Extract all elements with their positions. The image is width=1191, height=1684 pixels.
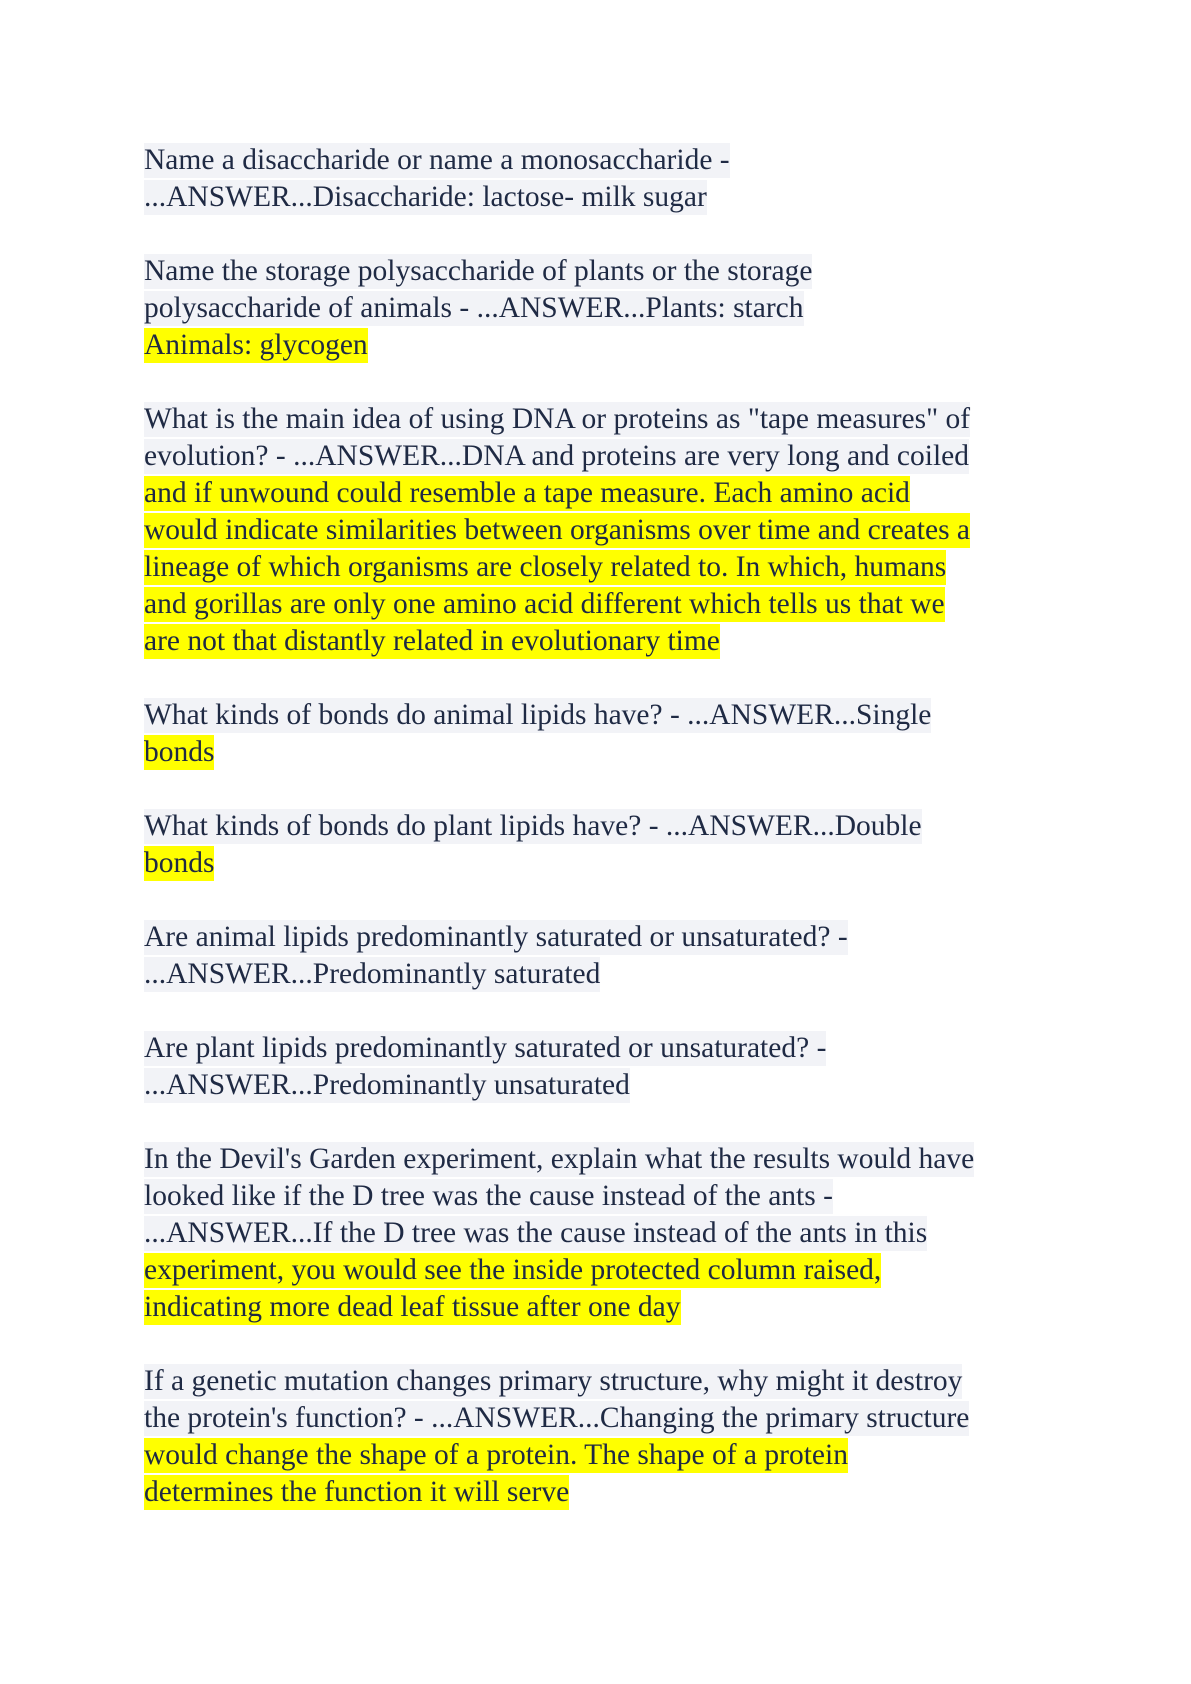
- line-text: ...ANSWER...Disaccharide: lactose- milk sugar: [144, 181, 707, 213]
- highlighted-text: indicating more dead leaf tissue after one day: [144, 1291, 681, 1323]
- text-line: [144, 845, 1064, 882]
- text-line: [144, 512, 1064, 549]
- line-text: ...ANSWER...If the D tree was the cause instead of the ants in this: [144, 1217, 928, 1249]
- highlighted-text: Animals: glycogen: [144, 329, 368, 361]
- line-text: What kinds of bonds do plant lipids have? - ...ANSWER...Double: [144, 810, 922, 842]
- text-line: [144, 1400, 1064, 1437]
- text-line: [144, 1030, 1064, 1067]
- line-text: If a genetic mutation changes primary structure, why might it destroy: [144, 1365, 963, 1397]
- qa-item: [144, 1363, 1064, 1511]
- line-text: What kinds of bonds do animal lipids have? - ...ANSWER...Single: [144, 699, 932, 731]
- text-line: [144, 1215, 1064, 1252]
- text-line: [144, 1178, 1064, 1215]
- text-line: [144, 253, 1064, 290]
- text-line: [144, 1474, 1064, 1511]
- qa-item: [144, 253, 1064, 364]
- text-line: [144, 956, 1064, 993]
- text-line: [144, 623, 1064, 660]
- highlighted-text: and gorillas are only one amino acid different which tells us that we: [144, 588, 945, 620]
- qa-list: [144, 142, 1064, 1548]
- text-line: [144, 1141, 1064, 1178]
- text-line: [144, 327, 1064, 364]
- line-text: In the Devil's Garden experiment, explain what the results would have: [144, 1143, 975, 1175]
- line-text: ...ANSWER...Predominantly saturated: [144, 958, 601, 990]
- text-line: [144, 438, 1064, 475]
- highlighted-text: are not that distantly related in evolutionary time: [144, 625, 720, 657]
- text-line: [144, 1067, 1064, 1104]
- highlighted-text: determines the function it will serve: [144, 1476, 570, 1508]
- line-text: looked like if the D tree was the cause instead of the ants -: [144, 1180, 833, 1212]
- qa-item: [144, 919, 1064, 993]
- highlighted-text: would indicate similarities between organisms over time and creates a: [144, 514, 971, 546]
- text-line: [144, 697, 1064, 734]
- text-line: [144, 1437, 1064, 1474]
- line-text: Are animal lipids predominantly saturated or unsaturated? -: [144, 921, 848, 953]
- text-line: [144, 1289, 1064, 1326]
- highlighted-text: experiment, you would see the inside protected column raised,: [144, 1254, 882, 1286]
- highlighted-text: lineage of which organisms are closely related to. In which, humans: [144, 551, 947, 583]
- line-text: Name a disaccharide or name a monosaccharide -: [144, 144, 730, 176]
- highlighted-text: and if unwound could resemble a tape measure. Each amino acid: [144, 477, 910, 509]
- line-text: polysaccharide of animals - ...ANSWER...Plants: starch: [144, 292, 804, 324]
- text-line: [144, 734, 1064, 771]
- line-text: the protein's function? - ...ANSWER...Changing the primary structure: [144, 1402, 970, 1434]
- text-line: [144, 1252, 1064, 1289]
- line-text: Are plant lipids predominantly saturated or unsaturated? -: [144, 1032, 827, 1064]
- highlighted-text: bonds: [144, 847, 215, 879]
- line-text: Name the storage polysaccharide of plants or the storage: [144, 255, 813, 287]
- text-line: [144, 808, 1064, 845]
- qa-item: [144, 401, 1064, 660]
- text-line: [144, 919, 1064, 956]
- qa-item: [144, 808, 1064, 882]
- text-line: [144, 586, 1064, 623]
- qa-item: [144, 1030, 1064, 1104]
- text-line: [144, 549, 1064, 586]
- text-line: [144, 475, 1064, 512]
- line-text: ...ANSWER...Predominantly unsaturated: [144, 1069, 630, 1101]
- line-text: evolution? - ...ANSWER...DNA and proteins are very long and coiled: [144, 440, 969, 472]
- text-line: [144, 142, 1064, 179]
- text-line: [144, 179, 1064, 216]
- qa-item: [144, 697, 1064, 771]
- text-line: [144, 1363, 1064, 1400]
- text-line: [144, 290, 1064, 327]
- text-line: [144, 401, 1064, 438]
- highlighted-text: bonds: [144, 736, 215, 768]
- qa-item: [144, 142, 1064, 216]
- highlighted-text: would change the shape of a protein. The shape of a protein: [144, 1439, 848, 1471]
- qa-item: [144, 1141, 1064, 1326]
- line-text: What is the main idea of using DNA or proteins as "tape measures" of: [144, 403, 971, 435]
